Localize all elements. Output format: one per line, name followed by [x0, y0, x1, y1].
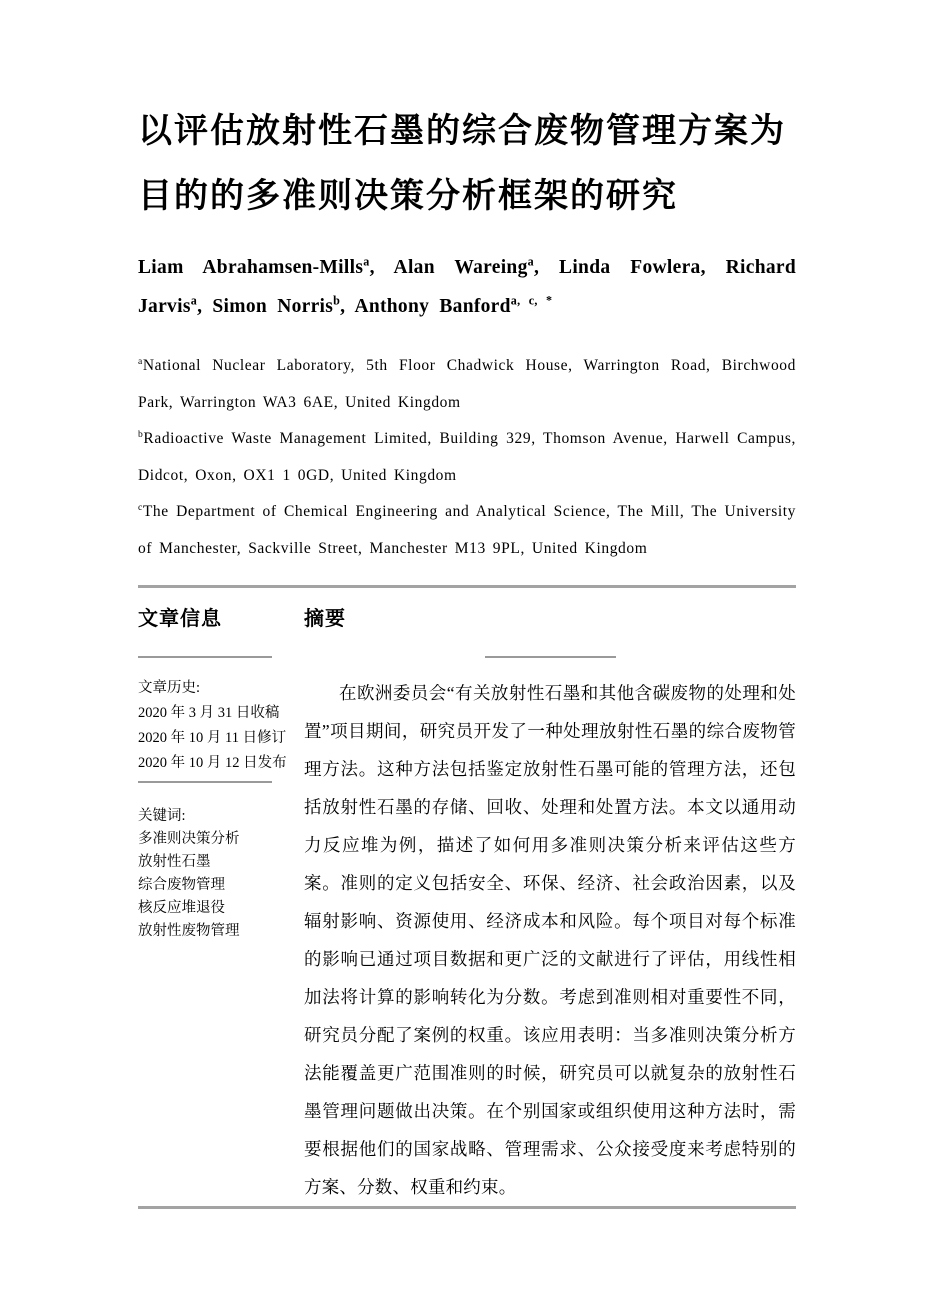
article-history-label: 文章历史: [138, 680, 201, 696]
keywords-label: 关键词: [138, 808, 186, 824]
affiliations [138, 348, 796, 567]
paper-title: 以评估放射性石墨的综合废物管理方案为目的的多准则决策分析框架的研究 [138, 112, 786, 215]
article-history-line: 2020 年 3 月 31 日收稿 [138, 705, 280, 721]
article-info-underline [138, 656, 272, 658]
affiliation-b [138, 421, 796, 494]
superscript-marker: b [138, 428, 144, 440]
affiliation-a [138, 348, 796, 421]
keyword-item: 放射性石墨 [138, 854, 211, 870]
superscript-marker: a [363, 254, 370, 269]
text-run: , Alan Wareing [369, 257, 528, 278]
author-list [138, 248, 796, 326]
keyword-item: 放射性废物管理 [138, 923, 240, 939]
bottom-divider [138, 1206, 796, 1209]
abstract-column [304, 588, 796, 1206]
text-run: , Simon Norris [197, 296, 334, 317]
affiliation-c [138, 494, 796, 567]
info-abstract-columns [138, 588, 796, 1206]
superscript-marker: b [333, 293, 341, 308]
text-run: The Department of Chemical Engineering and Analytical Science, The Mill, The University of Manchester, Sackville Street, Manchester M13 9PL, United Kingdom [138, 503, 796, 557]
superscript-marker: a, c, * [510, 293, 553, 308]
abstract-underline [485, 656, 616, 658]
article-info-column [138, 588, 287, 943]
keywords-divider [138, 781, 272, 783]
abstract-text: 在欧洲委员会“有关放射性石墨和其他含碳废物的处理和处置”项目期间，研究员开发了一种处理放射性石墨的综合废物管理方法。这种方法包括鉴定放射性石墨可能的管理方法，还包括放射性石墨的存储、回收、处理和处置方法。本文以通用动力反应堆为例，描述了如何用多准则决策分析来评估这些方案。准则的定义包括安全、环保、经济、社会政治因素，以及辐射影响、资源使用、经济成本和风险。每个项目对每个标准的影响已通过项目数据和更广泛的文献进行了评估，用线性相加法将计算的影响转化为分数。考虑到准则相对重要性不同，研究员分配了案例的权重。该应用表明：当多准则决策分析方法能覆盖更广范围准则的时候，研究员可以就复杂的放射性石墨管理问题做出决策。在个别国家或组织使用这种方法时，需要根据他们的国家战略、管理需求、公众接受度来考虑特别的方案、分数、权重和约束。 [304, 683, 796, 1197]
superscript-marker: a [138, 355, 143, 367]
keywords-list [138, 828, 272, 943]
text-run: Liam Abrahamsen-Mills [138, 257, 364, 278]
article-history-line: 2020 年 10 月 11 日修订 [138, 730, 287, 746]
text-run: Radioactive Waste Management Limited, Building 329, Thomson Avenue, Harwell Campus, Didcot, Oxon, OX1 1 0GD, United Kingdom [138, 430, 796, 484]
text-run: , Linda Fowlera, Richard Jarvis [138, 257, 796, 317]
article-info-header: 文章信息 [138, 608, 222, 630]
keyword-item: 多准则决策分析 [138, 831, 240, 847]
keyword-item: 核反应堆退役 [138, 900, 225, 916]
superscript-marker: a [527, 254, 534, 269]
abstract-header: 摘要 [304, 608, 346, 630]
text-run: National Nuclear Laboratory, 5th Floor Chadwick House, Warrington Road, Birchwood Park, Warrington WA3 6AE, United Kingdom [138, 357, 796, 411]
superscript-marker: c [138, 501, 143, 513]
article-history-line: 2020 年 10 月 12 日发布 [138, 755, 287, 771]
text-run: , Anthony Banford [340, 296, 511, 317]
article-history-list [138, 701, 287, 776]
superscript-marker: a [190, 293, 198, 308]
keyword-item: 综合废物管理 [138, 877, 225, 893]
